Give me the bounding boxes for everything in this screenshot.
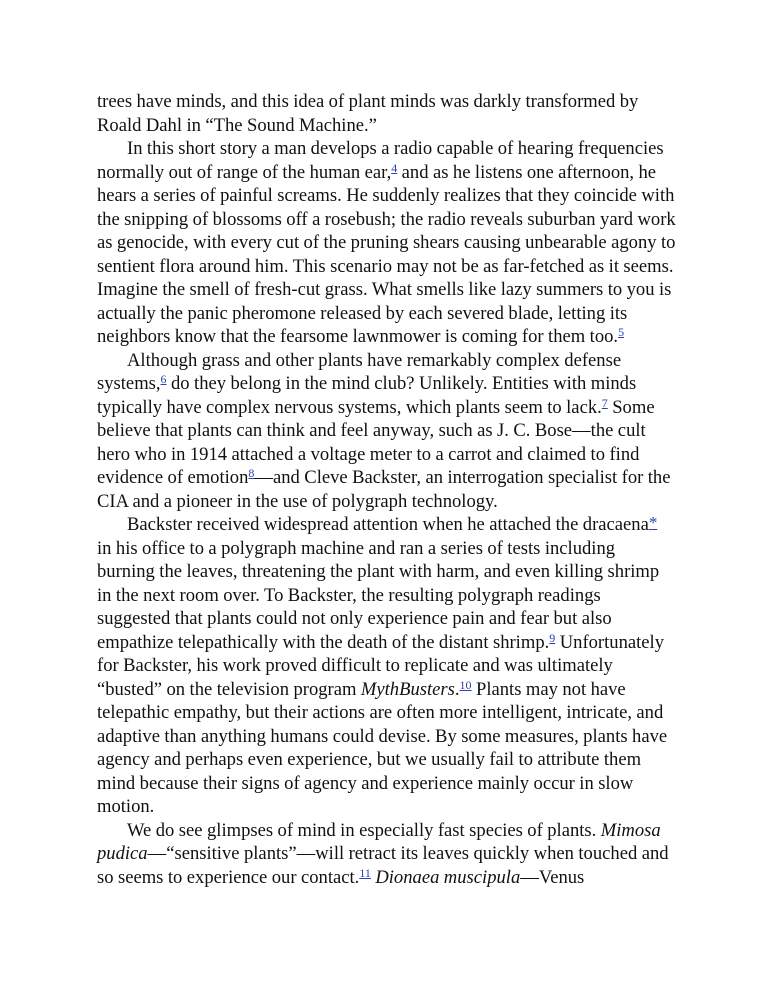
text-run: —and Cleve Backster, an interrogation specialist for the CIA and a pioneer in the use of polygraph technology. [97,467,671,512]
text-run: and as he listens one afternoon, he hears a series of painful screams. He suddenly realizes that they coincide with the snipping of blossoms off a rosebush; the radio reveals suburban yard work as genocide, with every cut of the pruning shears causing unbearable agony to sentient flora around him. This scenario may not be as far-fetched as it seems. Imagine the smell of fresh-cut grass. What smells like lazy summers to you is actually the panic pheromone released by each severed blade, letting its neighbors know that the fearsome lawnmower is coming for them too. [97,161,676,347]
footnote-asterisk-link[interactable]: * [648,513,658,532]
footnote-link[interactable]: 9 [549,630,556,645]
italic-text: MythBusters [360,678,455,700]
italic-text: Dionaea muscipula [375,866,521,888]
text-run: Plants may not have telepathic empathy, but their actions are often more intelligent, intricate, and adaptive than anything humans could devise. By some measures, plants have agency and perhaps even experience, but we usually fail to attribute them mind because their signs of agency and experience mainly occur in slow motion. [97,678,668,817]
body-text [97,90,676,889]
italic-text: Mimosa pudica [97,819,661,864]
text-run: Backster received widespread attention when he attached the dracaena [127,514,649,535]
footnote-link[interactable]: 6 [160,372,167,386]
text-run: Unfortunately for Backster, his work proved difficult to replicate and was ultimately “busted” on the television program [97,631,665,700]
text-run: . [454,678,460,700]
paragraph [97,349,676,514]
text-run: Some believe that plants can think and feel anyway, such as J. C. Bose—the cult hero who in 1914 attached a voltage meter to a carrot and claimed to find evidence of emotion [97,396,655,488]
footnote-link[interactable]: 5 [618,325,625,339]
text-run: do they belong in the mind club? Unlikely. Entities with minds typically have complex nervous systems, which plants seem to lack. [97,373,637,418]
paragraph [97,513,676,819]
text-run: In this short story a man develops a radio capable of hearing frequencies normally out of range of the human ear, [97,138,664,183]
text-run: trees have minds, and this idea of plant minds was darkly transformed by Roald Dahl in “The Sound Machine.” [97,91,639,136]
footnote-link[interactable]: 11 [359,865,371,880]
paragraph [97,137,676,349]
text-run: —Venus [520,866,585,888]
paragraph [97,90,676,137]
text-run: in his office to a polygraph machine and ran a series of tests including burning the leaves, threatening the plant with harm, and even killing shrimp in the next room over. To Backster, the resulting polygraph readings suggested that plants could not only experience pain and fear but also empathize telepathically with the death of the distant shrimp. [97,537,660,653]
text-run: —“sensitive plants”—will retract its leaves quickly when touched and so seems to experience our contact. [97,843,669,888]
text-run: Although grass and other plants have remarkably complex defense systems, [97,349,622,394]
paragraph [97,819,676,890]
text-run: We do see glimpses of mind in especially fast species of plants. [127,819,601,841]
footnote-link[interactable]: 8 [248,466,255,480]
footnote-link[interactable]: 7 [601,395,608,410]
footnote-link[interactable]: 4 [391,160,398,175]
footnote-link[interactable]: 10 [459,677,472,692]
